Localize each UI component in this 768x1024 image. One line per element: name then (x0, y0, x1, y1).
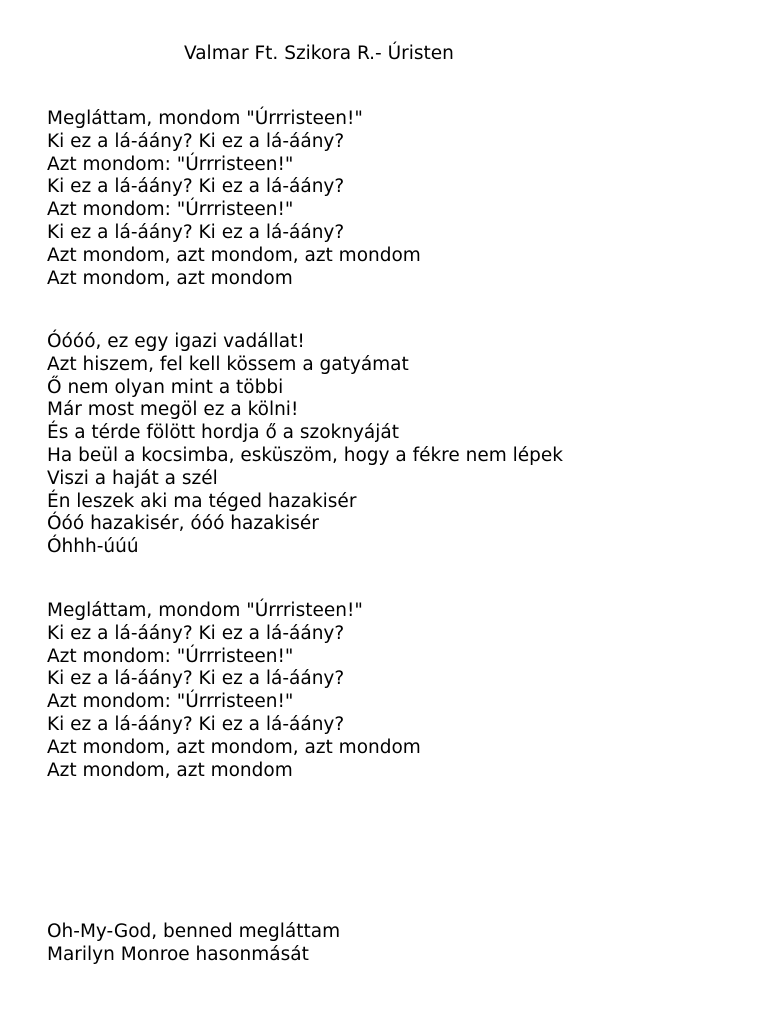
stanza (47, 108, 421, 290)
lyric-line: Azt hiszem, fel kell kössem a gatyámat (47, 353, 409, 375)
lyric-line: Ki ez a lá-áány? Ki ez a lá-áány? (47, 668, 345, 690)
lyric-line: Azt mondom, azt mondom (47, 267, 293, 289)
lyric-line: Azt mondom, azt mondom, azt mondom (47, 736, 421, 758)
document-title: Valmar Ft. Szikora R.- Úristen (184, 43, 454, 64)
lyric-line: És a térde fölött hordja ő a szoknyáját (47, 422, 399, 444)
lyric-line: Én leszek aki ma téged hazakisér (47, 490, 357, 512)
lyric-line: Megláttam, mondom "Úrrristeen!" (47, 600, 363, 621)
lyric-line: Óhhh-úúú (47, 536, 139, 558)
lyric-line: Azt mondom, azt mondom, azt mondom (47, 244, 421, 266)
stanza (47, 600, 421, 782)
lyric-line: Azt mondom: "Úrrristeen!" (47, 645, 294, 667)
lyric-line: Megláttam, mondom "Úrrristeen!" (47, 108, 363, 129)
lyric-line: Ki ez a lá-áány? Ki ez a lá-áány? (47, 130, 345, 152)
lyric-line: Azt mondom: "Úrrristeen!" (47, 691, 294, 713)
lyric-line: Marilyn Monroe hasonmását (47, 943, 309, 965)
lyric-line: Ki ez a lá-áány? Ki ez a lá-áány? (47, 713, 345, 735)
lyric-line: Azt mondom, azt mondom (47, 759, 293, 781)
lyric-line: Oh-My-God, benned megláttam (47, 921, 341, 942)
lyric-line: Ki ez a lá-áány? Ki ez a lá-áány? (47, 622, 345, 644)
lyric-line: Ki ez a lá-áány? Ki ez a lá-áány? (47, 221, 345, 243)
lyric-line: Azt mondom: "Úrrristeen!" (47, 153, 294, 175)
stanza (47, 331, 563, 559)
lyric-line: Óóó hazakisér, óóó hazakisér (47, 513, 319, 535)
lyric-line: Azt mondom: "Úrrristeen!" (47, 199, 294, 221)
lyric-line: Ki ez a lá-áány? Ki ez a lá-áány? (47, 176, 345, 198)
lyric-line: Óóóó, ez egy igazi vadállat! (47, 331, 305, 352)
lyric-line: Ha beül a kocsimba, esküszöm, hogy a fékre nem lépek (47, 444, 564, 466)
stanza (47, 921, 340, 967)
lyric-line: Viszi a haját a szél (47, 467, 218, 489)
lyric-line: Már most megöl ez a kölni! (47, 399, 299, 421)
lyric-line: Ő nem olyan mint a többi (47, 376, 284, 398)
